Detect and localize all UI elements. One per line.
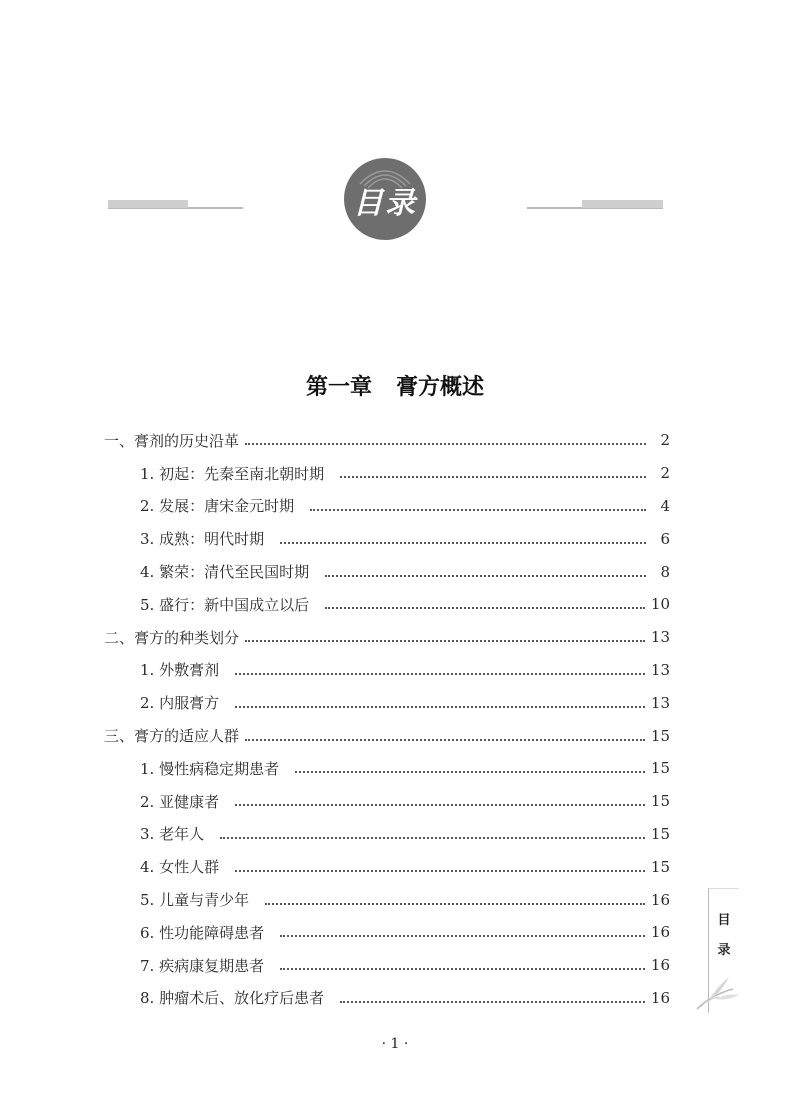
chapter-heading [0, 370, 790, 401]
toc-entry-page: 10 [650, 595, 670, 614]
side-tab-char-2: 录 [717, 943, 731, 958]
toc-section-entry[interactable] [104, 621, 670, 654]
toc-subentry[interactable] [104, 818, 670, 851]
toc-entry-page: 15 [650, 824, 670, 843]
toc-section-entry[interactable] [104, 424, 670, 457]
toc-entry-label: 2. 亚健康者 [140, 792, 220, 811]
toc-entry-page: 2 [660, 464, 670, 483]
toc-entry-page: 15 [650, 759, 670, 778]
toc-entry-label: 2. 内服膏方 [140, 694, 220, 713]
toc-entry-label: 1. 慢性病稳定期患者 [140, 759, 280, 778]
toc-subentry[interactable] [104, 982, 670, 1015]
toc-leader-dots [265, 903, 645, 905]
toc-entry-label: 1. 外敷膏剂 [140, 661, 220, 680]
toc-entry-label: 6. 性功能障碍患者 [140, 923, 265, 942]
toc-entry-page: 16 [650, 956, 670, 975]
toc-entry-page: 15 [650, 792, 670, 811]
toc-entry-label: 1. 初起：先秦至南北朝时期 [140, 464, 325, 483]
toc-subentry[interactable] [104, 588, 670, 621]
toc-leader-dots [235, 706, 645, 708]
toc-subentry[interactable] [104, 883, 670, 916]
toc-emblem [344, 158, 426, 240]
toc-entry-label: 4. 女性人群 [140, 858, 220, 877]
toc-subentry[interactable] [104, 949, 670, 982]
toc-leader-dots [280, 935, 645, 937]
toc-subentry[interactable] [104, 654, 670, 687]
toc-entry-page: 15 [650, 726, 670, 745]
toc-leader-dots [310, 509, 646, 511]
toc-entry-page: 13 [650, 693, 670, 712]
toc-entry-page: 6 [660, 529, 670, 548]
toc-leader-dots [235, 870, 645, 872]
side-tab [708, 888, 739, 1013]
toc-subentry[interactable] [104, 522, 670, 555]
toc-subentry[interactable] [104, 785, 670, 818]
toc-subentry[interactable] [104, 555, 670, 588]
toc-subentry[interactable] [104, 916, 670, 949]
toc-leader-dots [325, 575, 646, 577]
toc-entry-page: 16 [650, 890, 670, 909]
toc-leader-dots [235, 673, 645, 675]
toc-leader-dots [235, 804, 645, 806]
header-left-bar [108, 200, 188, 208]
toc-entry-page: 4 [660, 496, 670, 515]
toc-entry-page: 15 [650, 857, 670, 876]
toc-section-entry[interactable] [104, 719, 670, 752]
toc-entry-label: 5. 儿童与青少年 [140, 891, 250, 910]
toc-entry-label: 4. 繁荣：清代至民国时期 [140, 563, 310, 582]
toc-leader-dots [280, 968, 645, 970]
toc-leader-dots [340, 476, 646, 478]
toc-entry-page: 2 [660, 431, 670, 450]
toc-entry-page: 13 [650, 628, 670, 647]
toc-entry-label: 5. 盛行：新中国成立以后 [140, 595, 310, 614]
emblem-title: 目录 [353, 186, 417, 221]
toc-leader-dots [220, 837, 645, 839]
toc-leader-dots [325, 607, 645, 609]
toc-entry-label: 二、膏方的种类划分 [104, 628, 240, 647]
toc-entry-page: 13 [650, 660, 670, 679]
toc-subentry[interactable] [104, 686, 670, 719]
table-of-contents [104, 424, 670, 1014]
toc-leader-dots [245, 443, 646, 445]
toc-leader-dots [245, 739, 645, 741]
toc-entry-page: 16 [650, 988, 670, 1007]
toc-entry-label: 一、膏剂的历史沿革 [104, 431, 240, 450]
toc-entry-page: 8 [660, 562, 670, 581]
toc-subentry[interactable] [104, 752, 670, 785]
bamboo-leaf-icon [693, 959, 741, 1013]
toc-entry-label: 2. 发展：唐宋金元时期 [140, 497, 295, 516]
toc-entry-page: 16 [650, 923, 670, 942]
chapter-title: 膏方概述 [396, 374, 485, 400]
toc-subentry[interactable] [104, 850, 670, 883]
chapter-number: 第一章 [305, 374, 372, 400]
page-number: · 1 · [381, 1036, 409, 1052]
toc-entry-label: 三、膏方的适应人群 [104, 727, 240, 746]
toc-entry-label: 7. 疾病康复期患者 [140, 956, 265, 975]
toc-entry-label: 3. 成熟：明代时期 [140, 530, 265, 549]
toc-subentry[interactable] [104, 490, 670, 523]
toc-leader-dots [280, 542, 646, 544]
toc-leader-dots [245, 640, 645, 642]
toc-entry-label: 8. 肿瘤术后、放化疗后患者 [140, 989, 325, 1008]
side-tab-char-1: 目 [717, 913, 731, 928]
header-right-bar [582, 200, 663, 208]
toc-entry-label: 3. 老年人 [140, 825, 205, 844]
toc-subentry[interactable] [104, 457, 670, 490]
toc-leader-dots [295, 771, 645, 773]
toc-leader-dots [340, 1001, 645, 1003]
